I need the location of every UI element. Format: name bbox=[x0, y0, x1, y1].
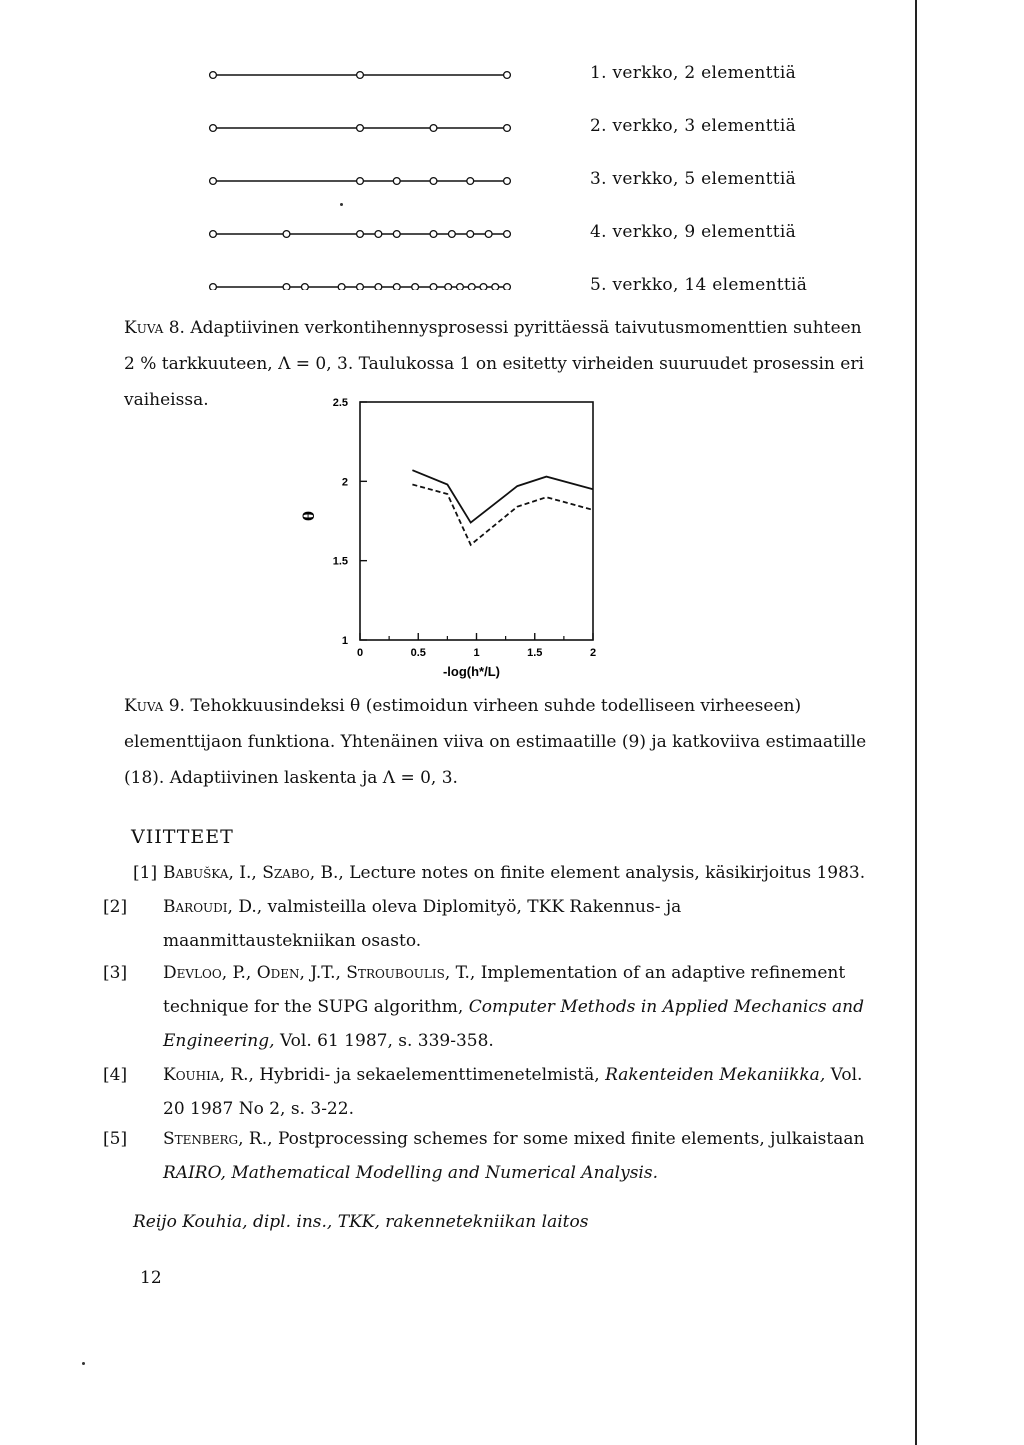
mesh-node bbox=[210, 284, 217, 290]
mesh-node bbox=[445, 284, 452, 290]
reference-3 bbox=[103, 956, 873, 1058]
mesh-node bbox=[504, 125, 511, 132]
y-tick-label: 2 bbox=[341, 476, 348, 489]
page-number: 12 bbox=[140, 1268, 162, 1288]
reference-number: [1] bbox=[133, 863, 158, 883]
mesh-node bbox=[210, 72, 217, 79]
reference-number: [4] bbox=[103, 1065, 128, 1085]
mesh-node bbox=[357, 125, 364, 132]
reference-journal: RAIRO, Mathematical Modelling and Numerical Analysis. bbox=[163, 1163, 659, 1183]
references-heading: VIITTEET bbox=[131, 826, 234, 848]
mesh-node bbox=[504, 178, 511, 185]
mesh-node bbox=[448, 231, 455, 238]
mesh-node bbox=[301, 284, 308, 290]
mesh-node bbox=[357, 178, 364, 185]
mesh-node bbox=[283, 231, 290, 238]
figure-8-text: Adaptiivinen verkontihennysprosessi pyrittäessä taivutusmomenttien suhteen 2 % tarkkuuteen, Λ = 0, 3. Taulukossa 1 on esitetty virheiden suuruudet prosessin eri vaiheissa. bbox=[124, 318, 864, 410]
mesh-label: 4. verkko, 9 elementtiä bbox=[590, 222, 797, 242]
figure-8-number: Kuva 8. bbox=[124, 318, 185, 338]
reference-text: Implementation of an adaptive refinement technique for the SUPG algorithm, bbox=[163, 963, 846, 1017]
mesh-node bbox=[485, 231, 492, 238]
efficiency-index-chart bbox=[290, 390, 630, 680]
mesh-node bbox=[357, 284, 364, 290]
x-tick-label: 1 bbox=[473, 647, 480, 659]
reference-text: valmisteilla oleva Diplomityö, TKK Rakennus- ja maanmittaustekniikan osasto. bbox=[163, 897, 682, 951]
mesh-node bbox=[430, 231, 437, 238]
mesh-row bbox=[210, 178, 511, 185]
reference-authors: Stenberg, R., bbox=[163, 1129, 273, 1149]
mesh-node bbox=[357, 72, 364, 79]
mesh-node bbox=[457, 284, 464, 290]
mesh-row bbox=[210, 231, 511, 238]
mesh-node bbox=[467, 231, 474, 238]
x-tick-label: 0 bbox=[356, 647, 364, 659]
author-affiliation: Reijo Kouhia, dipl. ins., TKK, rakennetekniikan laitos bbox=[133, 1212, 589, 1232]
mesh-node bbox=[467, 178, 474, 185]
mesh-label: 3. verkko, 5 elementtiä bbox=[590, 169, 797, 189]
mesh-node bbox=[338, 284, 345, 290]
mesh-node bbox=[480, 284, 487, 290]
mesh-node bbox=[468, 284, 475, 290]
speck bbox=[340, 203, 343, 206]
reference-text: Hybridi- ja sekaelementtimenetelmistä, bbox=[259, 1065, 600, 1085]
reference-journal: Rakenteiden Mekaniikka, bbox=[605, 1065, 826, 1085]
mesh-label: 5. verkko, 14 elementtiä bbox=[590, 275, 808, 295]
mesh-node bbox=[412, 284, 419, 290]
solid-series-line bbox=[412, 470, 593, 522]
y-tick-label: 2.5 bbox=[332, 397, 348, 409]
x-tick-label: 1.5 bbox=[527, 647, 543, 659]
y-tick-label: 1 bbox=[341, 635, 348, 647]
mesh-node bbox=[504, 72, 511, 79]
reference-authors: Baroudi, D., bbox=[163, 897, 263, 917]
reference-number: [3] bbox=[103, 963, 128, 983]
mesh-row bbox=[210, 72, 511, 79]
mesh-node bbox=[492, 284, 499, 290]
reference-details: Vol. 20 1987 No 2, s. 3-22. bbox=[163, 1065, 863, 1119]
reference-authors: Devloo, P., Oden, J.T., Strouboulis, T., bbox=[163, 963, 476, 983]
mesh-node bbox=[210, 125, 217, 132]
mesh-node bbox=[357, 231, 364, 238]
figure-9-number: Kuva 9. bbox=[124, 696, 185, 716]
reference-1 bbox=[133, 856, 873, 890]
reference-authors: Babuška, I., Szabo, B., bbox=[163, 863, 344, 883]
x-axis-label: -log(h*/L) bbox=[442, 664, 501, 679]
mesh-node bbox=[393, 231, 400, 238]
mesh-label: 2. verkko, 3 elementtiä bbox=[590, 116, 797, 136]
mesh-node bbox=[393, 284, 400, 290]
reference-number: [5] bbox=[103, 1129, 128, 1149]
reference-journal: Computer Methods in Applied Mechanics and Engineering, bbox=[163, 997, 864, 1051]
mesh-node bbox=[393, 178, 400, 185]
reference-5 bbox=[103, 1122, 873, 1190]
plot-frame bbox=[360, 402, 593, 640]
dashed-series-line bbox=[412, 485, 593, 545]
y-tick-label: 1.5 bbox=[332, 555, 348, 568]
page-edge-line bbox=[915, 0, 917, 1445]
y-axis-label: θ bbox=[300, 510, 318, 522]
mesh-row bbox=[210, 125, 511, 132]
mesh-node bbox=[210, 231, 217, 238]
mesh-node bbox=[430, 178, 437, 185]
reference-authors: Kouhia, R., bbox=[163, 1065, 254, 1085]
mesh-node bbox=[430, 284, 437, 290]
mesh-node bbox=[375, 284, 382, 290]
mesh-node bbox=[375, 231, 382, 238]
reference-text: Lecture notes on finite element analysis, käsikirjoitus 1983. bbox=[349, 863, 866, 883]
reference-4 bbox=[103, 1058, 873, 1126]
reference-text: Postprocessing schemes for some mixed finite elements, julkaistaan bbox=[277, 1129, 865, 1149]
mesh-node bbox=[283, 284, 290, 290]
x-tick-label: 2 bbox=[589, 647, 597, 659]
reference-details: Vol. 61 1987, s. 339-358. bbox=[279, 1031, 494, 1051]
mesh-node bbox=[504, 231, 511, 238]
mesh-node bbox=[504, 284, 511, 290]
figure-9-caption bbox=[124, 688, 869, 796]
reference-2 bbox=[103, 890, 873, 958]
mesh-refinement-figure bbox=[205, 50, 525, 290]
figure-9-text: Tehokkuusindeksi θ (estimoidun virheen suhde todelliseen virheeseen) elementtijaon funktiona. Yhtenäinen viiva on estimaatille (9) ja katkoviiva estimaatille (18). Adaptiivinen laskenta ja Λ = 0, 3. bbox=[124, 696, 867, 788]
speck bbox=[82, 1362, 85, 1365]
x-tick-label: 0.5 bbox=[410, 647, 426, 659]
mesh-row bbox=[210, 284, 511, 290]
mesh-node bbox=[210, 178, 217, 185]
mesh-node bbox=[430, 125, 437, 132]
reference-number: [2] bbox=[103, 897, 128, 917]
mesh-label: 1. verkko, 2 elementtiä bbox=[590, 63, 797, 83]
